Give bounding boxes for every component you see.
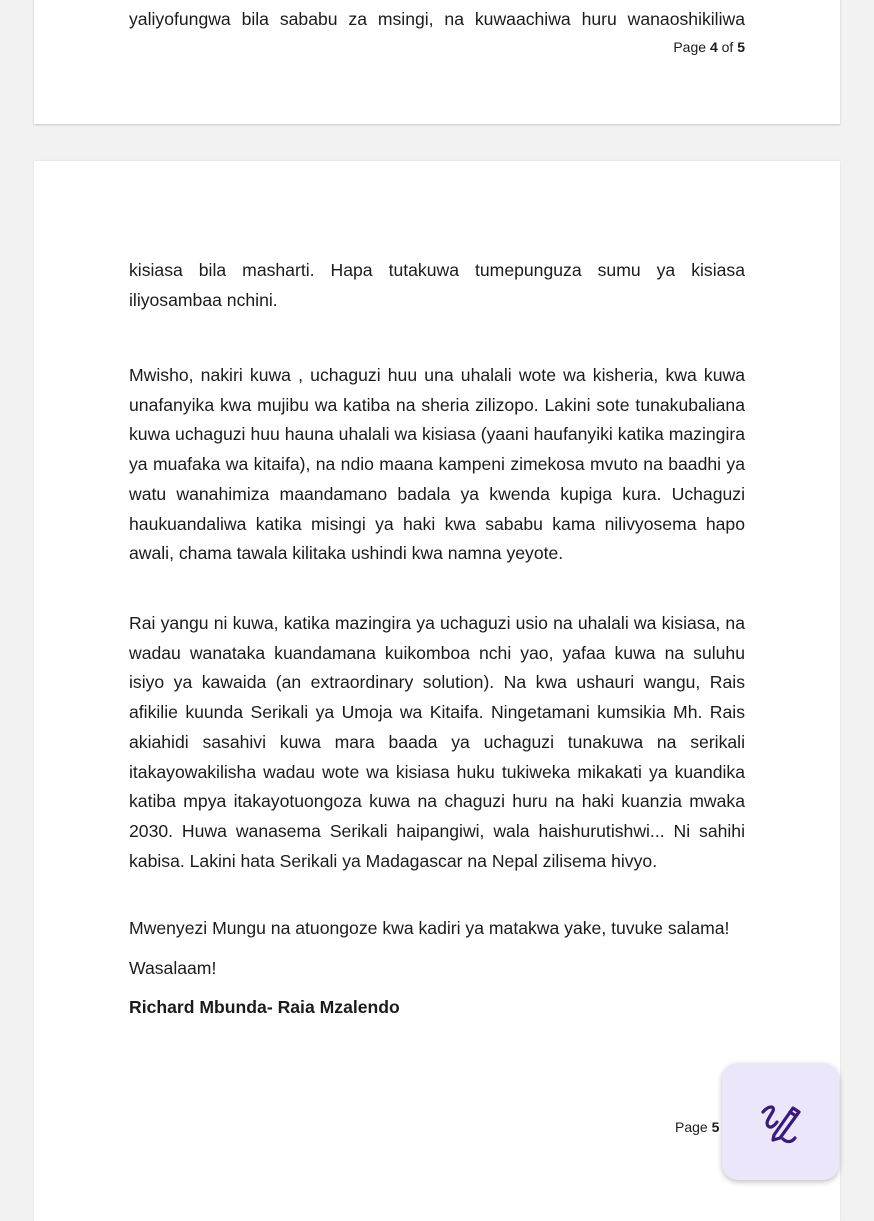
previous-page-last-line: yaliyofungwa bila sababu za msingi, na kuwaachiwa huru wanaoshikiliwa bbox=[129, 9, 745, 29]
footer-total-pages: 5 bbox=[737, 39, 745, 55]
closing-line: Wasalaam! bbox=[129, 958, 217, 978]
signature: Richard Mbunda- Raia Mzalendo bbox=[129, 997, 400, 1017]
paragraph-3: Rai yangu ni kuwa, katika mazingira ya uchaguzi usio na uhalali wa kisiasa, na wadau wanataka kuandamana kuikomboa nchi yao, yafaa kuwa na suluhu isiyo ya kawaida (an extraordinary solution). Na kwa ushauri wangu, Rais afikilie kuunda Serikali ya Umoja wa Kitaifa. Ningetamani kumsikia Mh. Rais akiahidi sasahivi kuwa mara baada ya uchaguzi tunakuwa na serikali itakayowakilisha wadau wote wa kisiasa huku tukiweka mikakati ya kuandika katiba mpya itakayotuongoza kuwa na chaguzi huru na haki kuanzia mwaka 2030. Huwa wanasema Serikali haipangiwi, wala haishurutishwi... Ni sahihi kabisa. Lakini hata Serikali ya Madagascar na Nepal zilisema hivyo. bbox=[129, 613, 745, 871]
footer-page-label: Page bbox=[673, 39, 707, 55]
previous-page bbox=[34, 0, 840, 124]
paragraph-2: Mwisho, nakiri kuwa , uchaguzi huu una uhalali wote wa kisheria, kwa kuwa unafanyika kwa mujibu wa katiba na sheria zilizopo. Lakini sote tunakubaliana kuwa uchaguzi huu hauna uhalali wa kisiasa (yaani haufanyiki katika mazingira ya muafaka wa kitaifa), na ndio maana kampeni zimekosa mvuto na baadhi ya watu wanahimiza maandamano badala ya kwenda kupiga kura. Uchaguzi haukuandaliwa katika misingi ya haki kwa sababu kama nilivyosema hapo awali, chama tawala kilitaka ushindi kwa namna yeyote. bbox=[129, 365, 745, 564]
current-page bbox=[34, 161, 840, 1221]
footer-current-page: 4 bbox=[709, 39, 718, 55]
footer-current-page: 5 bbox=[711, 1119, 720, 1135]
draw-pen-icon bbox=[759, 1100, 803, 1144]
paragraph-1: kisiasa bila masharti. Hapa tutakuwa tumepunguza sumu ya kisiasa iliyosambaa nchini. bbox=[129, 260, 745, 310]
footer-page-label: Page bbox=[675, 1119, 708, 1135]
draw-fab-button[interactable] bbox=[722, 1063, 839, 1180]
page-footer-4 bbox=[673, 39, 745, 55]
blessing-line: Mwenyezi Mungu na atuongoze kwa kadiri ya matakwa yake, tuvuke salama! bbox=[129, 918, 730, 938]
footer-of-label: of bbox=[721, 39, 734, 55]
page-footer-5 bbox=[675, 1119, 719, 1135]
